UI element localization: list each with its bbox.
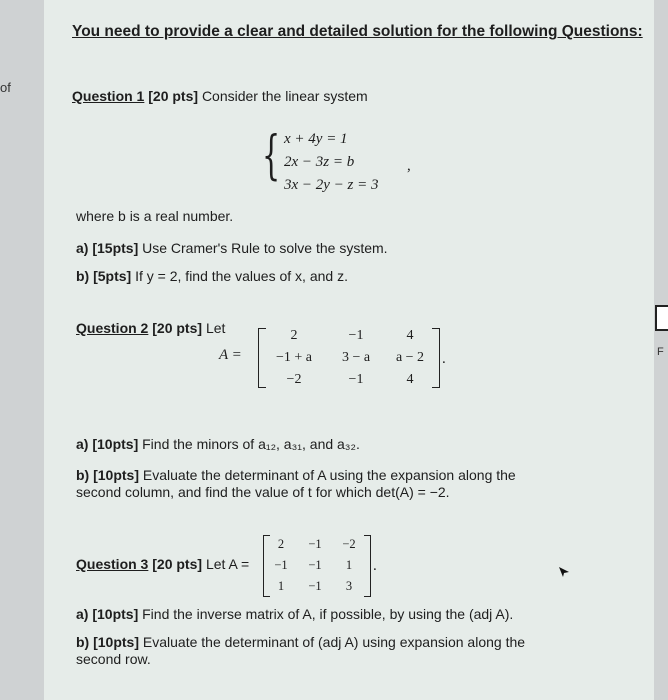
q1-a-label: a) [15pts] [76, 240, 139, 256]
q2-b-label: b) [10pts] [76, 467, 139, 483]
mouse-cursor-icon [558, 566, 570, 578]
q3-b-text-2: second row. [76, 651, 151, 667]
q2-part-a [76, 436, 360, 452]
q1-equation-1: x + 4y = 1 [284, 131, 348, 147]
q2-cell-3-3: 4 [406, 372, 414, 387]
system-brace: { [262, 126, 281, 186]
q3-cell-3-2: −1 [308, 579, 322, 593]
q3-cell-1-2: −1 [308, 537, 322, 551]
q2-label: Question 2 [76, 320, 149, 336]
q1-where: where b is a real number. [76, 208, 234, 224]
q2-intro: Let [205, 320, 226, 336]
q1-a-text: Use Cramer's Rule to solve the system. [142, 240, 388, 256]
q2-cell-2-2: 3 − a [341, 350, 371, 365]
q2-a-label: a) [10pts] [76, 436, 139, 452]
q1-part-a [76, 240, 388, 256]
q1-title [72, 88, 368, 104]
q3-cell-2-2: −1 [308, 558, 322, 572]
q3-part-b [76, 634, 525, 650]
page-heading: You need to provide a clear and detailed solution for the following Questions: [72, 23, 643, 40]
q3-cell-3-3: 3 [345, 579, 353, 593]
q3-part-a [76, 606, 513, 622]
q2-matrix-name: A = [219, 347, 242, 363]
q2-cell-1-1: 2 [290, 328, 298, 343]
q3-b-label: b) [10pts] [76, 634, 139, 650]
q2-cell-2-1: −1 + a [275, 350, 312, 365]
q1-intro: Consider the linear system [201, 88, 368, 104]
q2-b-text-1: Evaluate the determinant of A using the expansion along the [142, 467, 516, 483]
q1-part-b [76, 268, 348, 284]
q1-equation-3: 3x − 2y − z = 3 [284, 177, 379, 193]
q2-cell-3-2: −1 [348, 372, 364, 387]
q1-b-label: b) [5pts] [76, 268, 132, 284]
q3-cell-2-1: −1 [274, 558, 288, 572]
q2-cell-1-2: −1 [348, 328, 364, 343]
q1-label: Question 1 [72, 88, 145, 104]
background-page-fragment-right [655, 305, 668, 331]
q2-period: . [442, 351, 446, 367]
q3-label: Question 3 [76, 556, 149, 572]
q3-a-text: Find the inverse matrix of A, if possible, by using the (adj A). [142, 606, 514, 622]
q3-cell-3-1: 1 [277, 579, 285, 593]
background-page-fragment-left: of [0, 80, 11, 95]
q2-title [76, 320, 225, 336]
q3-cell-1-3: −2 [342, 537, 356, 551]
q2-cell-1-3: 4 [406, 328, 414, 343]
q3-a-label: a) [10pts] [76, 606, 139, 622]
background-page-letter: F [657, 346, 664, 358]
q2-cell-2-3: a − 2 [395, 350, 425, 365]
q3-cell-2-3: 1 [345, 558, 353, 572]
q1-points: [20 pts] [148, 88, 199, 104]
q3-b-text-1: Evaluate the determinant of (adj A) using expansion along the [142, 634, 526, 650]
q1-comma: , [407, 158, 411, 174]
q3-title [76, 556, 249, 572]
q3-cell-1-1: 2 [277, 537, 285, 551]
q1-equation-2: 2x − 3z = b [284, 154, 355, 170]
q3-points: [20 pts] [152, 556, 203, 572]
q2-a-text: Find the minors of a₁₂, a₃₁, and a₃₂. [142, 436, 360, 452]
q2-cell-3-1: −2 [286, 372, 302, 387]
q3-intro: Let A = [205, 556, 250, 572]
q1-b-text: If y = 2, find the values of x, and z. [135, 268, 348, 284]
q3-matrix-right-bracket [364, 535, 371, 597]
q3-period: . [373, 558, 377, 574]
q2-part-b [76, 467, 516, 483]
q2-b-text-2: second column, and find the value of t for which det(A) = −2. [76, 484, 450, 500]
q2-points: [20 pts] [152, 320, 203, 336]
